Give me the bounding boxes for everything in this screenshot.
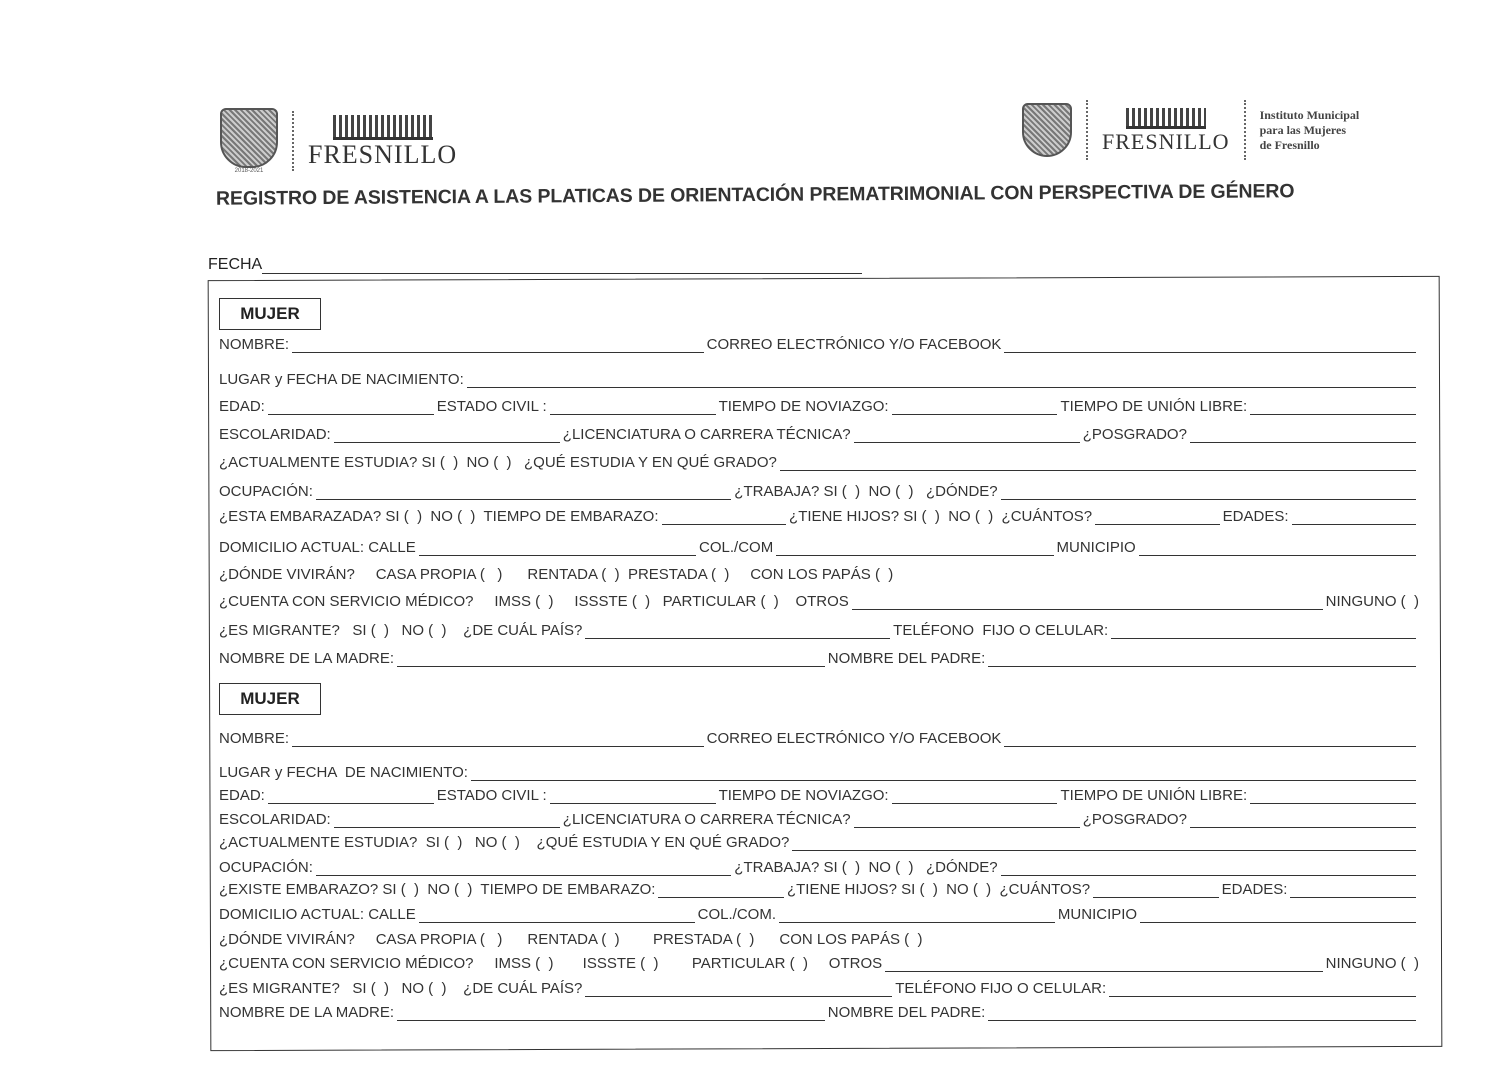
field-label: NOMBRE: [219,336,290,353]
date-label: FECHA [208,256,263,273]
section-header: MUJER [219,683,321,715]
blank-field[interactable] [1190,430,1416,443]
field-label: LUGAR y FECHA DE NACIMIENTO: [219,764,468,781]
field-label: TIEMPO DE UNIÓN LIBRE: [1060,398,1248,415]
blank-field[interactable] [397,1008,825,1021]
blank-field[interactable] [1095,512,1220,525]
field-label: ESCOLARIDAD: [219,811,331,828]
blank-field[interactable] [1140,910,1416,923]
field-label: DOMICILIO ACTUAL: CALLE [219,539,416,556]
left-logos [220,108,457,174]
section-header: MUJER [219,298,321,330]
form-row [219,398,1419,415]
field-label: EDADES: [1222,508,1289,525]
form-row [219,539,1419,556]
blank-field[interactable] [892,791,1058,804]
blank-field[interactable] [550,402,716,415]
blank-field[interactable] [662,512,787,525]
field-label: ¿DÓNDE VIVIRÁN? CASA PROPIA ( ) RENTADA ( ) PRESTADA ( ) CON LOS PAPÁS ( ) [219,931,923,948]
divider [1086,100,1088,160]
form-row [219,730,1419,747]
form-row [219,787,1419,804]
field-label: OCUPACIÓN: [219,483,313,500]
blank-field[interactable] [779,910,1055,923]
field-label: ¿TIENE HIJOS? SI ( ) NO ( ) ¿CUÁNTOS? [786,881,1091,898]
blank-field[interactable] [292,734,704,747]
fresnillo-logo: FRESNILLO [1102,108,1230,153]
field-label: ¿LICENCIATURA O CARRERA TÉCNICA? [562,811,851,828]
field-label: ¿ES MIGRANTE? SI ( ) NO ( ) ¿DE CUÁL PAÍS? [219,980,583,997]
blank-field[interactable] [316,863,731,876]
divider [1244,100,1246,160]
form-row [219,454,1419,471]
form-row [219,336,1419,353]
form-row [219,834,1419,851]
blank-field[interactable] [658,885,784,898]
form-row [219,483,1419,500]
field-label: TIEMPO DE UNIÓN LIBRE: [1060,787,1248,804]
blank-field[interactable] [1004,340,1416,353]
blank-field[interactable] [268,402,434,415]
form-row [219,1004,1419,1021]
blank-field[interactable] [550,791,716,804]
field-label: EDAD: [219,787,265,804]
blank-field[interactable] [268,791,434,804]
form-row [219,622,1419,639]
form-row [219,593,1419,610]
blank-field[interactable] [419,910,695,923]
form-row [219,508,1419,525]
field-label: ¿CUENTA CON SERVICIO MÉDICO? IMSS ( ) ISSSTE ( ) PARTICULAR ( ) OTROS [219,955,883,972]
field-label: ¿TIENE HIJOS? SI ( ) NO ( ) ¿CUÁNTOS? [789,508,1093,525]
blank-field[interactable] [792,838,1416,851]
blank-field[interactable] [988,1008,1416,1021]
field-label: ESTADO CIVIL : [436,398,547,415]
form-row [219,931,1419,948]
blank-field[interactable] [585,626,890,639]
blank-field[interactable] [1093,885,1219,898]
blank-field[interactable] [419,543,696,556]
field-label: CORREO ELECTRÓNICO Y/O FACEBOOK [706,730,1002,747]
form-row [219,906,1419,923]
blank-field[interactable] [1109,984,1416,997]
field-label: NINGUNO ( ) [1325,593,1419,610]
field-label: TIEMPO DE NOVIAZGO: [718,787,889,804]
form-row [219,650,1419,667]
blank-field[interactable] [1111,626,1416,639]
field-label: EDADES: [1221,881,1288,898]
field-label: ¿DÓNDE VIVIRÁN? CASA PROPIA ( ) RENTADA ( ) PRESTADA ( ) CON LOS PAPÁS ( ) [219,566,894,583]
form-row [219,980,1419,997]
blank-field[interactable] [854,815,1080,828]
blank-field[interactable] [854,430,1080,443]
field-label: ¿ACTUALMENTE ESTUDIA? SI ( ) NO ( ) ¿QUÉ ESTUDIA Y EN QUÉ GRADO? [219,834,790,851]
blank-field[interactable] [776,543,1053,556]
blank-field[interactable] [1250,402,1416,415]
field-label: ¿EXISTE EMBARAZO? SI ( ) NO ( ) TIEMPO DE EMBARAZO: [219,881,656,898]
right-logos [1022,100,1359,160]
date-field[interactable] [208,256,862,274]
blank-field[interactable] [316,487,731,500]
field-label: NOMBRE DEL PADRE: [827,1004,986,1021]
field-label: ¿ES MIGRANTE? SI ( ) NO ( ) ¿DE CUÁL PAÍS? [219,622,583,639]
blank-field[interactable] [334,815,560,828]
field-label: MUNICIPIO [1056,539,1136,556]
field-label: MUNICIPIO [1057,906,1138,923]
blank-field[interactable] [780,458,1416,471]
blank-field[interactable] [1190,815,1416,828]
field-label: ¿POSGRADO? [1082,811,1187,828]
field-label: OCUPACIÓN: [219,859,313,876]
blank-field[interactable] [988,654,1416,667]
blank-field[interactable] [1004,734,1416,747]
blank-field[interactable] [885,959,1323,972]
field-label: ¿TRABAJA? SI ( ) NO ( ) ¿DÓNDE? [734,483,998,500]
blank-field[interactable] [1290,885,1416,898]
field-label: NOMBRE DEL PADRE: [827,650,986,667]
divider [292,111,294,171]
field-label: LUGAR y FECHA DE NACIMIENTO: [219,371,464,388]
form-row [219,371,1419,388]
blank-field[interactable] [471,768,1416,781]
shield-caption: 2018-2021 [234,168,264,174]
form-row [219,764,1419,781]
field-label: COL./COM [699,539,774,556]
field-label: ¿POSGRADO? [1082,426,1187,443]
blank-field[interactable] [334,430,560,443]
form-row [219,811,1419,828]
field-label: ¿CUENTA CON SERVICIO MÉDICO? IMSS ( ) ISSSTE ( ) PARTICULAR ( ) OTROS [219,593,849,610]
form-title: REGISTRO DE ASISTENCIA A LAS PLATICAS DE ORIENTACIÓN PREMATRIMONIAL CON PERSPECTIVA DE GÉNERO [215,180,1295,210]
blank-field[interactable] [585,984,892,997]
field-label: NOMBRE: [219,730,290,747]
blank-field[interactable] [1001,487,1416,500]
form-row [219,881,1419,898]
fresnillo-logo: FRESNILLO [308,115,457,168]
field-label: TIEMPO DE NOVIAZGO: [718,398,889,415]
blank-field[interactable] [852,597,1323,610]
field-label: NOMBRE DE LA MADRE: [219,1004,395,1021]
field-label: ESTADO CIVIL : [436,787,547,804]
field-label: ¿TRABAJA? SI ( ) NO ( ) ¿DÓNDE? [734,859,998,876]
field-label: COL./COM. [697,906,776,923]
blank-field[interactable] [397,654,825,667]
field-label: ¿LICENCIATURA O CARRERA TÉCNICA? [562,426,851,443]
municipal-shield-icon [1022,103,1072,157]
field-label: DOMICILIO ACTUAL: CALLE [219,906,416,923]
blank-field[interactable] [1001,863,1416,876]
field-label: NINGUNO ( ) [1325,955,1419,972]
institute-logo: Instituto Municipal para las Mujeres de Fresnillo [1259,107,1360,152]
form-row [219,955,1419,972]
field-label: ESCOLARIDAD: [219,426,331,443]
field-label: CORREO ELECTRÓNICO Y/O FACEBOOK [706,336,1002,353]
form-row [219,426,1419,443]
form-row [219,859,1419,876]
municipal-shield-icon [220,108,278,168]
field-label: TELÉFONO FIJO O CELULAR: [895,980,1107,997]
field-label: ¿ESTA EMBARAZADA? SI ( ) NO ( ) TIEMPO DE EMBARAZO: [219,508,659,525]
blank-field[interactable] [292,340,704,353]
field-label: NOMBRE DE LA MADRE: [219,650,395,667]
field-label: EDAD: [219,398,265,415]
blank-field[interactable] [892,402,1058,415]
form-row [219,566,1419,583]
blank-field[interactable] [1250,791,1416,804]
field-label: TELÉFONO FIJO O CELULAR: [893,622,1109,639]
blank-field[interactable] [467,375,1416,388]
field-label: ¿ACTUALMENTE ESTUDIA? SI ( ) NO ( ) ¿QUÉ ESTUDIA Y EN QUÉ GRADO? [219,454,777,471]
date-line[interactable] [262,259,862,274]
blank-field[interactable] [1139,543,1416,556]
blank-field[interactable] [1292,512,1417,525]
